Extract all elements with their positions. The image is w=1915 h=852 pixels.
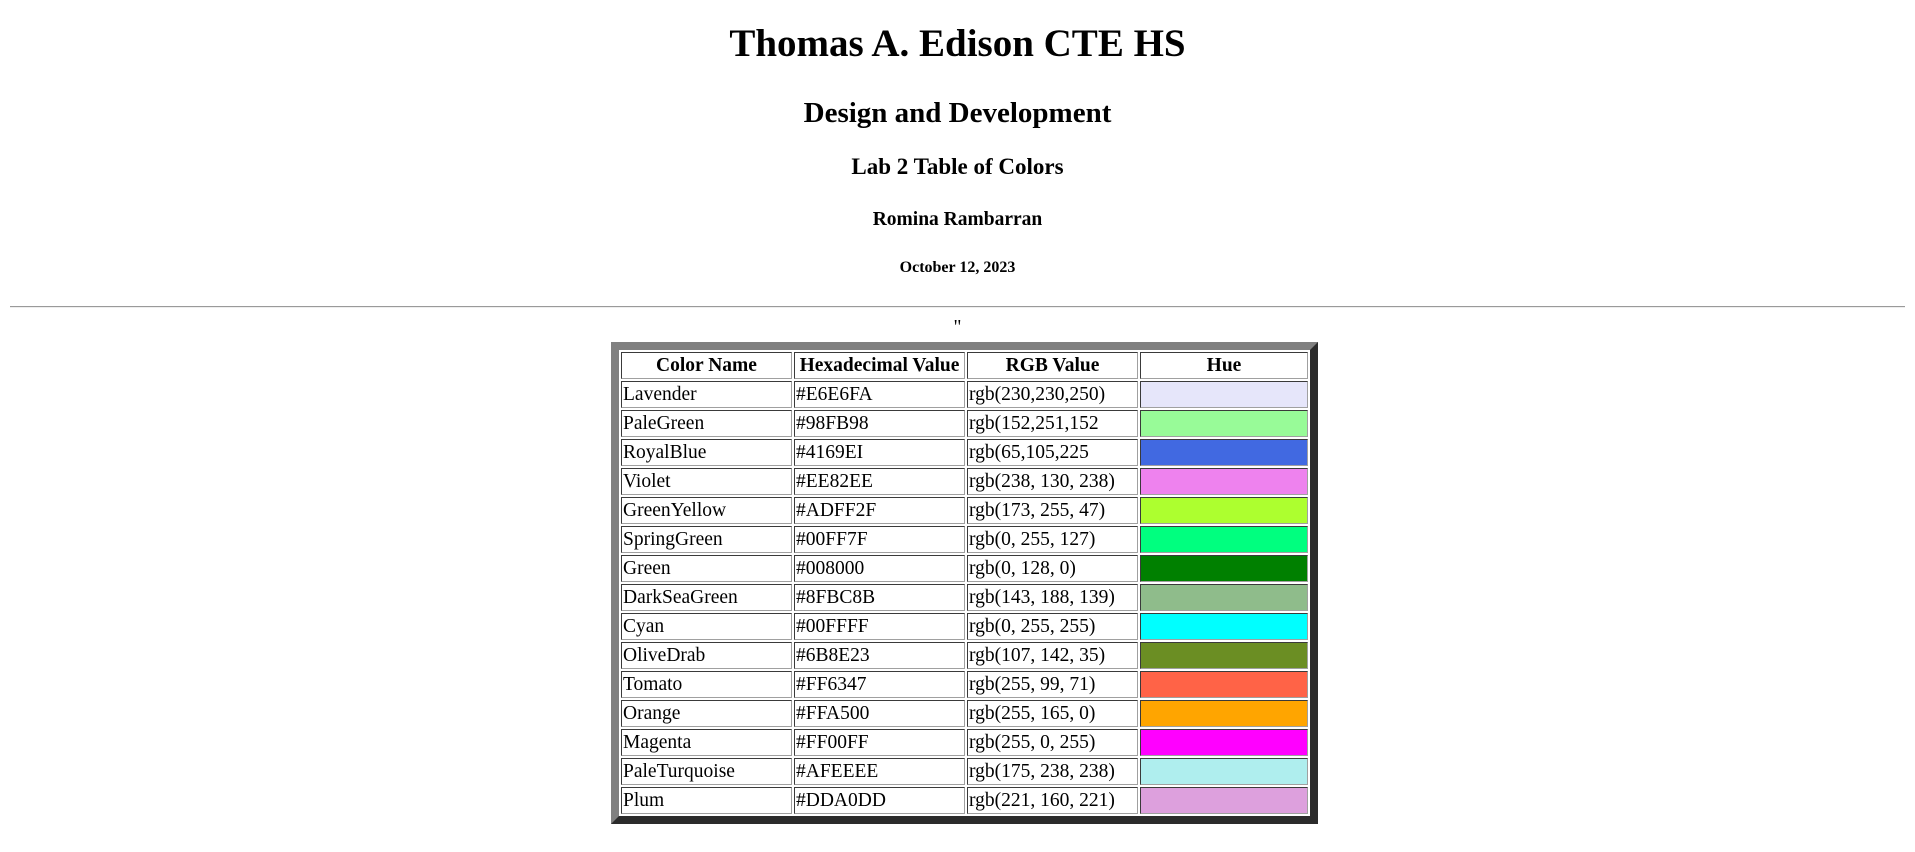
color-name-cell: GreenYellow: [621, 497, 792, 524]
table-row: [621, 729, 1308, 756]
hex-value-cell: #6B8E23: [794, 642, 965, 669]
hex-value-cell: #DDA0DD: [794, 787, 965, 814]
color-swatch: [1141, 730, 1307, 755]
color-name-cell: Tomato: [621, 671, 792, 698]
color-table: [611, 342, 1318, 824]
hex-value-cell: #8FBC8B: [794, 584, 965, 611]
table-row: [621, 787, 1308, 814]
color-name-cell: SpringGreen: [621, 526, 792, 553]
color-name-cell: OliveDrab: [621, 642, 792, 669]
color-swatch: [1141, 788, 1307, 813]
hue-swatch-cell: [1140, 584, 1308, 611]
assignment-title: Lab 2 Table of Colors: [851, 154, 1064, 179]
table-row: [621, 671, 1308, 698]
table-row: [621, 613, 1308, 640]
rgb-value-cell: rgb(221, 160, 221): [967, 787, 1138, 814]
hue-swatch-cell: [1140, 671, 1308, 698]
rgb-value-cell: rgb(173, 255, 47): [967, 497, 1138, 524]
color-name-cell: Lavender: [621, 381, 792, 408]
color-swatch: [1141, 469, 1307, 494]
color-name-cell: RoyalBlue: [621, 439, 792, 466]
color-name-cell: Orange: [621, 700, 792, 727]
hex-value-cell: #98FB98: [794, 410, 965, 437]
date-label: October 12, 2023: [899, 259, 1016, 276]
color-swatch: [1141, 614, 1307, 639]
color-name-cell: PaleTurquoise: [621, 758, 792, 785]
color-swatch: [1141, 527, 1307, 552]
rgb-value-cell: rgb(65,105,225: [967, 439, 1138, 466]
hex-value-cell: #4169EI: [794, 439, 965, 466]
color-name-cell: Violet: [621, 468, 792, 495]
color-swatch: [1141, 643, 1307, 668]
hex-value-cell: #FF00FF: [794, 729, 965, 756]
color-name-cell: Magenta: [621, 729, 792, 756]
rgb-value-cell: rgb(143, 188, 139): [967, 584, 1138, 611]
rgb-value-cell: rgb(0, 255, 127): [967, 526, 1138, 553]
hue-swatch-cell: [1140, 381, 1308, 408]
horizontal-divider: [10, 306, 1905, 308]
hex-value-cell: #FFA500: [794, 700, 965, 727]
table-row: [621, 439, 1308, 466]
rgb-value-cell: rgb(230,230,250): [967, 381, 1138, 408]
color-swatch: [1141, 411, 1307, 436]
table-row: [621, 410, 1308, 437]
hue-swatch-cell: [1140, 497, 1308, 524]
color-name-cell: DarkSeaGreen: [621, 584, 792, 611]
hex-value-cell: #AFEEEE: [794, 758, 965, 785]
hue-swatch-cell: [1140, 700, 1308, 727]
table-row: [621, 468, 1308, 495]
hex-value-cell: #ADFF2F: [794, 497, 965, 524]
color-name-cell: Cyan: [621, 613, 792, 640]
hue-swatch-cell: [1140, 787, 1308, 814]
color-swatch: [1141, 556, 1307, 581]
hue-swatch-cell: [1140, 729, 1308, 756]
table-row: [621, 497, 1308, 524]
rgb-value-cell: rgb(175, 238, 238): [967, 758, 1138, 785]
rgb-value-cell: rgb(255, 165, 0): [967, 700, 1138, 727]
color-swatch: [1141, 672, 1307, 697]
rgb-value-cell: rgb(255, 99, 71): [967, 671, 1138, 698]
color-swatch: [1141, 701, 1307, 726]
table-row: [621, 526, 1308, 553]
color-name-cell: Green: [621, 555, 792, 582]
author-name: Romina Rambarran: [872, 209, 1043, 230]
hex-value-cell: #EE82EE: [794, 468, 965, 495]
table-row: [621, 758, 1308, 785]
color-swatch: [1141, 440, 1307, 465]
hex-value-cell: #FF6347: [794, 671, 965, 698]
hex-value-cell: #00FF7F: [794, 526, 965, 553]
school-title: Thomas A. Edison CTE HS: [729, 22, 1186, 65]
column-header-color-name: Color Name: [621, 352, 792, 379]
column-header-hue: Hue: [1140, 352, 1308, 379]
hue-swatch-cell: [1140, 555, 1308, 582]
stray-quote-text: ": [953, 317, 962, 338]
column-header-hex-value: Hexadecimal Value: [794, 352, 965, 379]
table-row: [621, 555, 1308, 582]
color-swatch: [1141, 759, 1307, 784]
hex-value-cell: #00FFFF: [794, 613, 965, 640]
table-row: [621, 642, 1308, 669]
rgb-value-cell: rgb(255, 0, 255): [967, 729, 1138, 756]
rgb-value-cell: rgb(238, 130, 238): [967, 468, 1138, 495]
rgb-value-cell: rgb(107, 142, 35): [967, 642, 1138, 669]
hue-swatch-cell: [1140, 410, 1308, 437]
hue-swatch-cell: [1140, 468, 1308, 495]
hue-swatch-cell: [1140, 439, 1308, 466]
rgb-value-cell: rgb(152,251,152: [967, 410, 1138, 437]
hex-value-cell: #008000: [794, 555, 965, 582]
table-row: [621, 584, 1308, 611]
rgb-value-cell: rgb(0, 128, 0): [967, 555, 1138, 582]
hex-value-cell: #E6E6FA: [794, 381, 965, 408]
course-title: Design and Development: [803, 97, 1112, 129]
color-name-cell: PaleGreen: [621, 410, 792, 437]
hue-swatch-cell: [1140, 526, 1308, 553]
table-row: [621, 381, 1308, 408]
rgb-value-cell: rgb(0, 255, 255): [967, 613, 1138, 640]
hue-swatch-cell: [1140, 642, 1308, 669]
color-swatch: [1141, 585, 1307, 610]
table-row: [621, 700, 1308, 727]
color-swatch: [1141, 498, 1307, 523]
hue-swatch-cell: [1140, 613, 1308, 640]
color-swatch: [1141, 382, 1307, 407]
hue-swatch-cell: [1140, 758, 1308, 785]
column-header-rgb-value: RGB Value: [967, 352, 1138, 379]
color-name-cell: Plum: [621, 787, 792, 814]
table-header-row: [621, 352, 1308, 379]
